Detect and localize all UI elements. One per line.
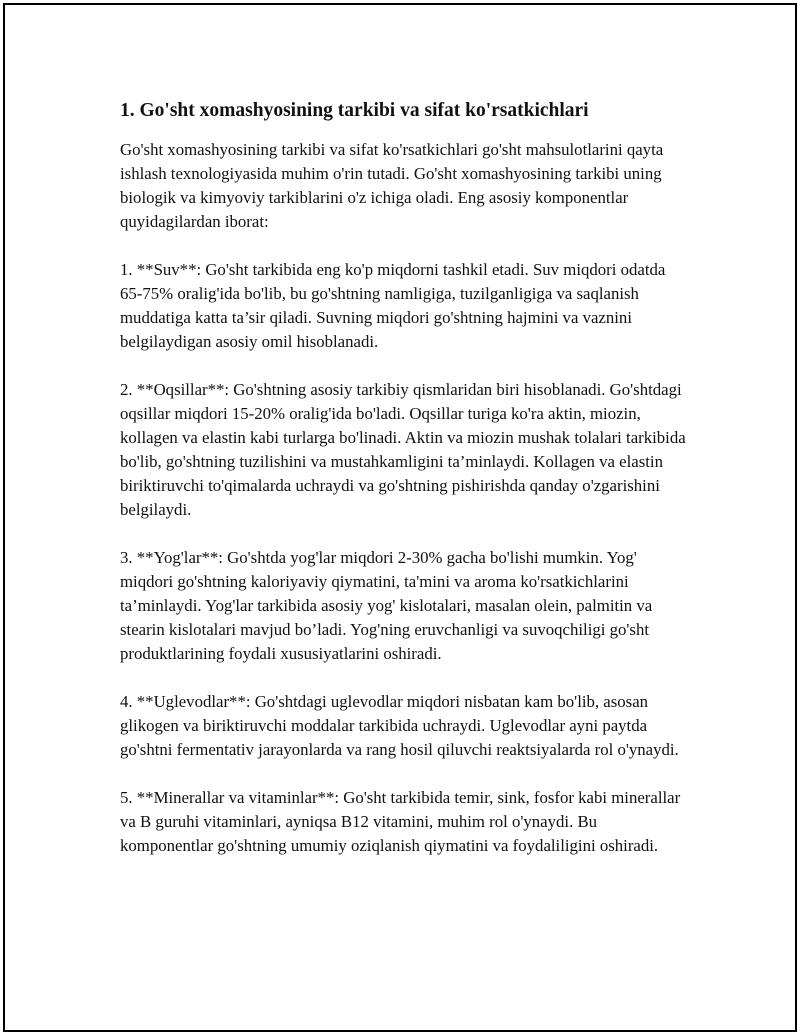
paragraph-proteins: 2. **Oqsillar**: Go'shtning asosiy tarkibiy qismlaridan biri hisoblanadi. Go'shtdagi oqsillar miqdori 15-20% oralig'ida bo'ladi. Oqsillar turiga ko'ra aktin, miozin, kollagen va elastin kabi turlarga bo'linadi. Aktin va miozin mushak tolalari tarkibida bo'lib, go'shtning tuzilishini va mustahkamligini ta’minlaydi. Kollagen va elastin biriktiruvchi to'qimalarda uchraydi va go'shtning pishirishda qanday o'zgarishini belgilaydi. bbox=[120, 380, 686, 519]
paragraph-fats: 3. **Yog'lar**: Go'shtda yog'lar miqdori 2-30% gacha bo'lishi mumkin. Yog' miqdori go'shtning kaloriyaviy qiymatini, ta'mini va aroma ko'rsatkichlarini ta’minlaydi. Yog'lar tarkibida asosiy yog' kislotalari, masalan olein, palmitin va stearin kislotalari mavjud bo’ladi. Yog'ning eruvchanligi va suvoqchiligi go'sht produktlarining foydali xususiyatlarini oshiradi. bbox=[120, 548, 653, 663]
document-body bbox=[120, 97, 690, 882]
page-frame bbox=[3, 3, 797, 1032]
paragraph-water: 1. **Suv**: Go'sht tarkibida eng ko'p miqdorni tashkil etadi. Suv miqdori odatda 65-75% oralig'ida bo'lib, bu go'shtning namligiga, tuzilganligiga va saqlanish muddatiga katta ta’sir qiladi. Suvning miqdori go'shtning hajmini va vaznini belgilaydigan asosiy omil hisoblanadi. bbox=[120, 260, 666, 351]
section-heading: 1. Go'sht xomashyosining tarkibi va sifat ko'rsatkichlari bbox=[120, 100, 589, 121]
paragraph-carbohydrates: 4. **Uglevodlar**: Go'shtdagi uglevodlar miqdori nisbatan kam bo'lib, asosan glikogen va biriktiruvchi moddalar tarkibida uchraydi. Uglevodlar ayni paytda go'shtni fermentativ jarayonlarda va rang hosil qiluvchi reaktsiyalarda rol o'ynaydi. bbox=[120, 692, 679, 759]
paragraph-minerals-vitamins: 5. **Minerallar va vitaminlar**: Go'sht tarkibida temir, sink, fosfor kabi minerallar va B guruhi vitaminlari, ayniqsa B12 vitamini, muhim rol o'ynaydi. Bu komponentlar go'shtning umumiy oziqlanish qiymatini va foydaliligini oshiradi. bbox=[120, 788, 681, 855]
intro-paragraph: Go'sht xomashyosining tarkibi va sifat ko'rsatkichlari go'sht mahsulotlarini qayta ishlash texnologiyasida muhim o'rin tutadi. Go'sht xomashyosining tarkibi uning biologik va kimyoviy tarkiblarini o'z ichiga oladi. Eng asosiy komponentlar quyidagilardan iborat: bbox=[120, 140, 664, 231]
